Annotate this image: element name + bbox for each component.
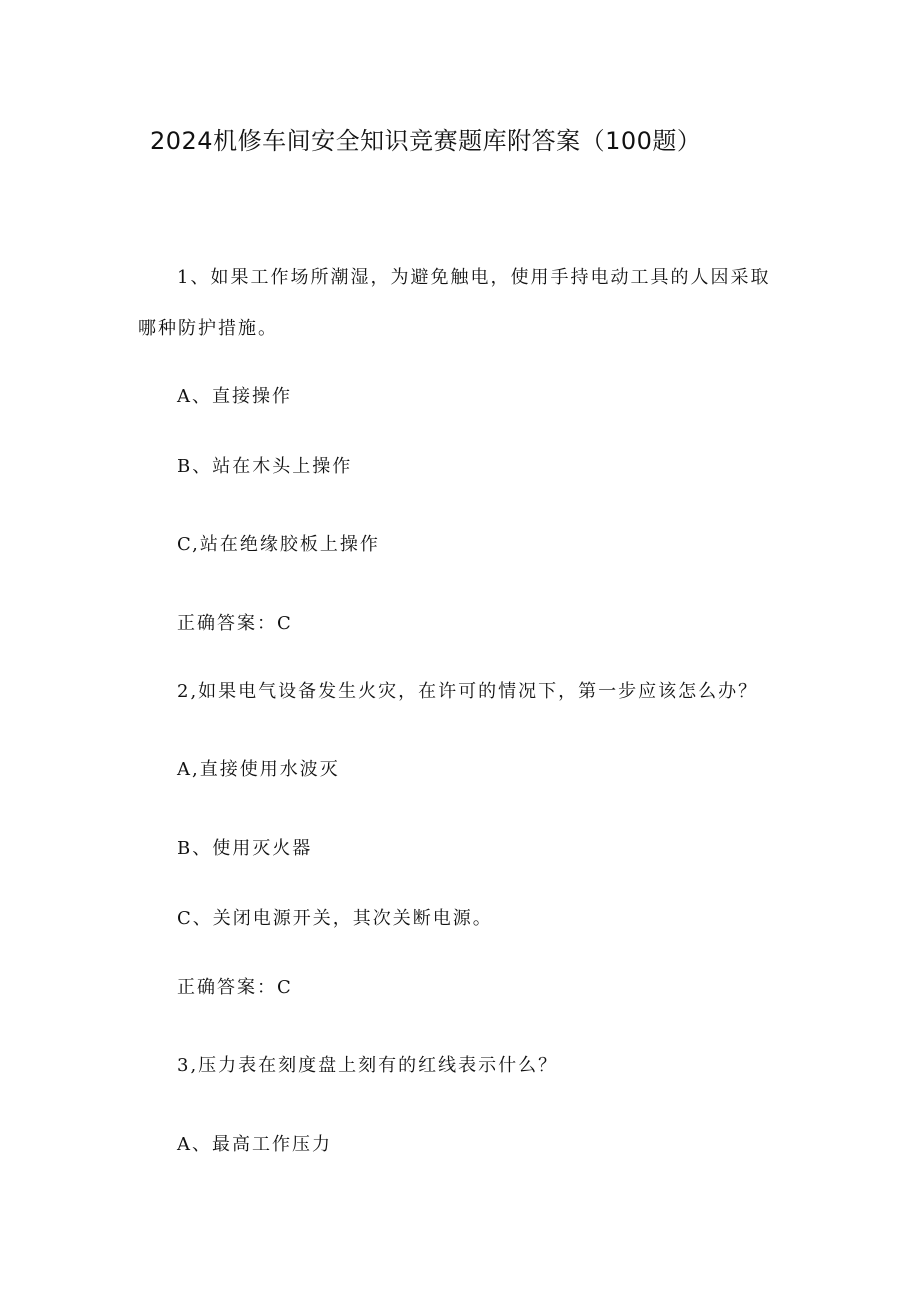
question-2-text: 2,如果电气设备发生火灾，在许可的情况下，第一步应该怎么办？ <box>177 681 759 702</box>
question-3-text: 3,压力表在刻度盘上刻有的红线表示什么？ <box>177 1055 559 1076</box>
question-1-text-line-1: 1、如果工作场所潮湿，为避免触电，使用手持电动工具的人因采取 <box>177 267 771 288</box>
question-1-option-c: C,站在绝缘胶板上操作 <box>177 534 380 555</box>
question-1-text-line-2: 哪种防护措施。 <box>138 318 278 339</box>
question-2-option-a: A,直接使用水波灭 <box>177 759 340 780</box>
question-3-option-a: A、最高工作压力 <box>177 1134 332 1155</box>
question-2-option-b: B、使用灭火器 <box>177 838 313 859</box>
question-2-answer: 正确答案：C <box>177 977 293 998</box>
question-1-answer: 正确答案：C <box>177 613 293 634</box>
question-1-option-b: B、站在木头上操作 <box>177 456 353 477</box>
question-2-option-c: C、关闭电源开关，其次关断电源。 <box>177 908 493 929</box>
question-1-option-a: A、直接操作 <box>177 386 292 407</box>
document-title: 2024机修车间安全知识竞赛题库附答案（100题） <box>150 127 702 155</box>
